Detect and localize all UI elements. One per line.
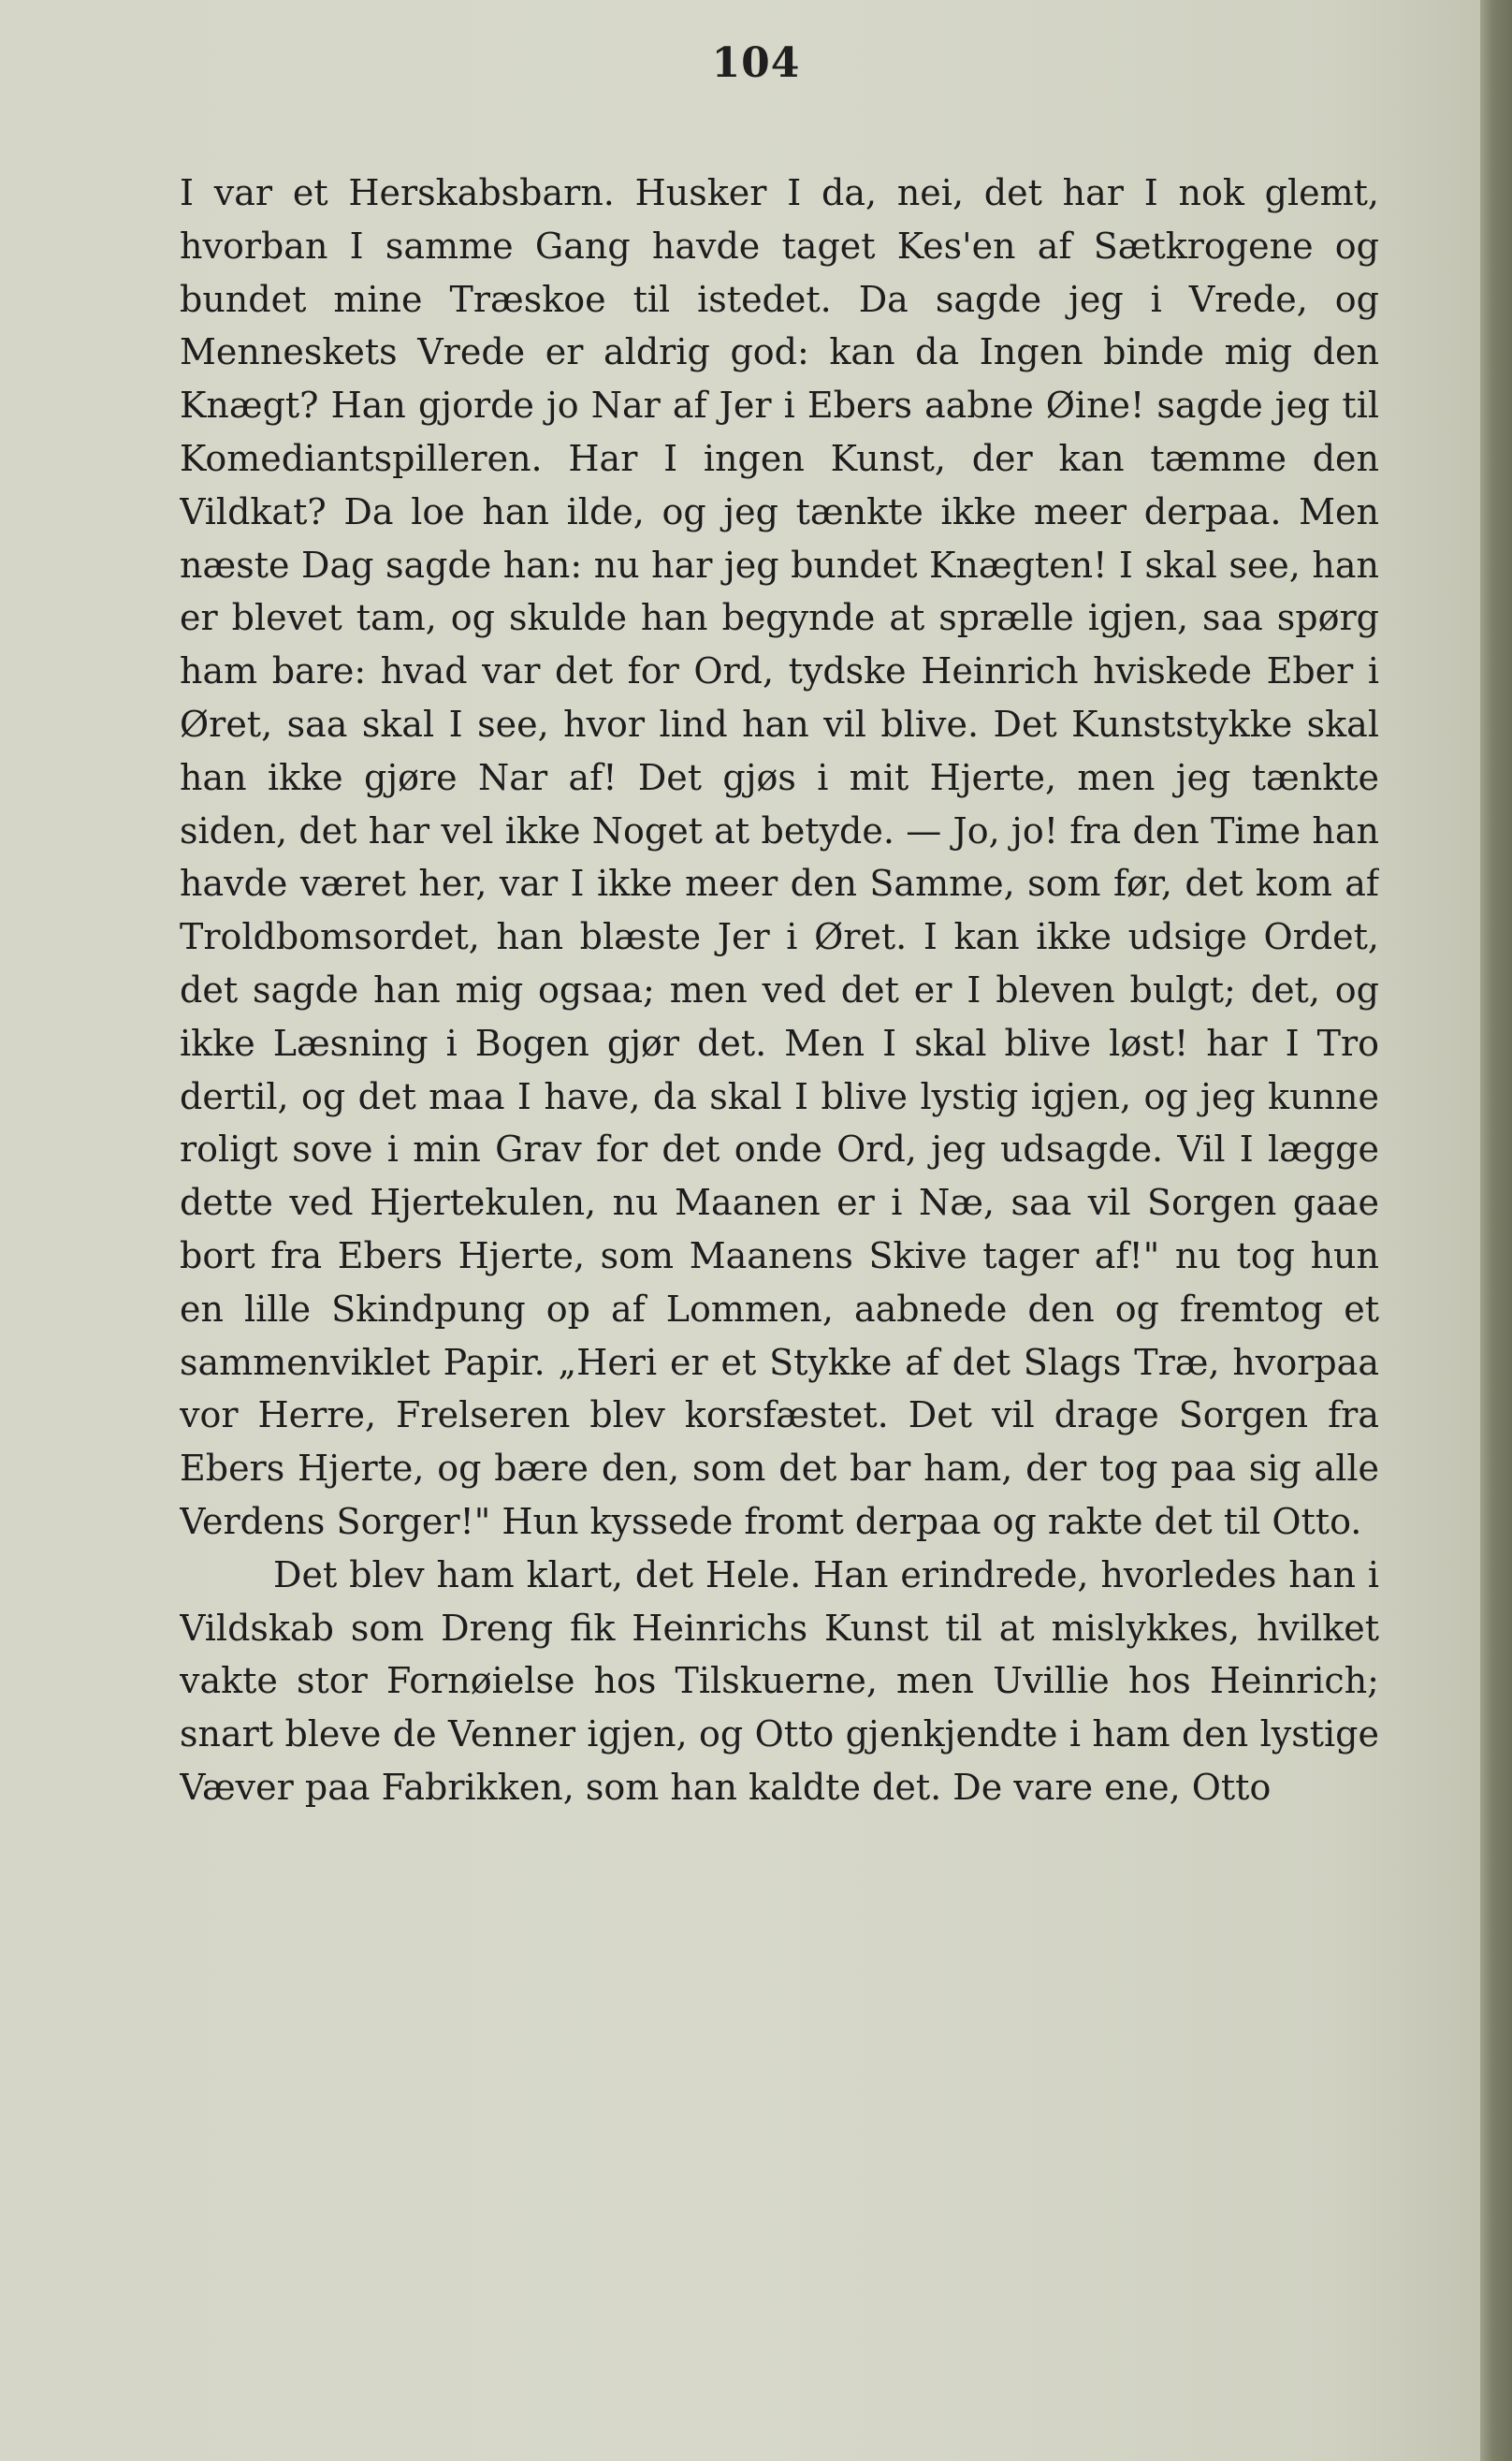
paragraph-1: I var et Herskabsbarn. Husker I da, nei, det har I nok glemt, hvorban I samme Gang havde taget Kes'en af Sætkrogene og bundet mine Træskoe til istedet. Da sagde jeg i Vrede, og Menneskets Vrede er aldrig god: kan da Ingen binde mig den Knægt? Han gjorde jo Nar af Jer i Ebers aabne Øine! sagde jeg til Komediantspilleren. Har I ingen Kunst, der kan tæmme den Vildkat? Da loe han ilde, og jeg tænkte ikke meer derpaa. Men næste Dag sagde han: nu har jeg bundet Knægten! I skal see, han er blevet tam, og skulde han begynde at sprælle igjen, saa spørg ham bare: hvad var det for Ord, tydske Heinrich hviskede Eber i Øret, saa skal I see, hvor lind han vil blive. Det Kunststykke skal han ikke gjøre Nar af! Det gjøs i mit Hjerte, men jeg tænkte siden, det har vel ikke Noget at betyde. — Jo, jo! fra den Time han havde været her, var I ikke meer den Samme, som før, det kom af Troldbomsordet, han blæste Jer i Øret. I kan ikke udsige Ordet, det sagde han mig ogsaa; men ved det er I bleven bulgt; det, og ikke Læsning i Bogen gjør det. Men I skal blive løst! har I Tro dertil, og det maa I have, da skal I blive lystig igjen, og jeg kunne roligt sove i min Grav for det onde Ord, jeg udsagde. Vil I lægge dette ved Hjertekulen, nu Maanen er i Næ, saa vil Sorgen gaae bort fra Ebers Hjerte, som Maanens Skive tager af!" nu tog hun en lille Skindpung op af Lommen, aabnede den og fremtog et sammenviklet Papir. „Heri er et Stykke af det Slags Træ, hvorpaa vor Herre, Frelseren blev korsfæstet. Det vil drage Sorgen fra Ebers Hjerte, og bære den, som det bar ham, der tog paa sig alle Verdens Sorger!" Hun kyssede fromt derpaa og rakte det til Otto. (180, 172, 1379, 1542)
page-number: 104 (711, 39, 801, 87)
book-spine (1480, 0, 1512, 2461)
paragraph-2: Det blev ham klart, det Hele. Han erindrede, hvorledes han i Vildskab som Dreng fik Heinrichs Kunst til at mislykkes, hvilket vakte stor Fornøielse hos Tilskuerne, men Uvillie hos Heinrich; snart bleve de Venner igjen, og Otto gjenkjendte i ham den lystige Væver paa Fabrikken, som han kaldte det. De vare ene, Otto (180, 1553, 1379, 1808)
page-body-text (180, 167, 1379, 2356)
